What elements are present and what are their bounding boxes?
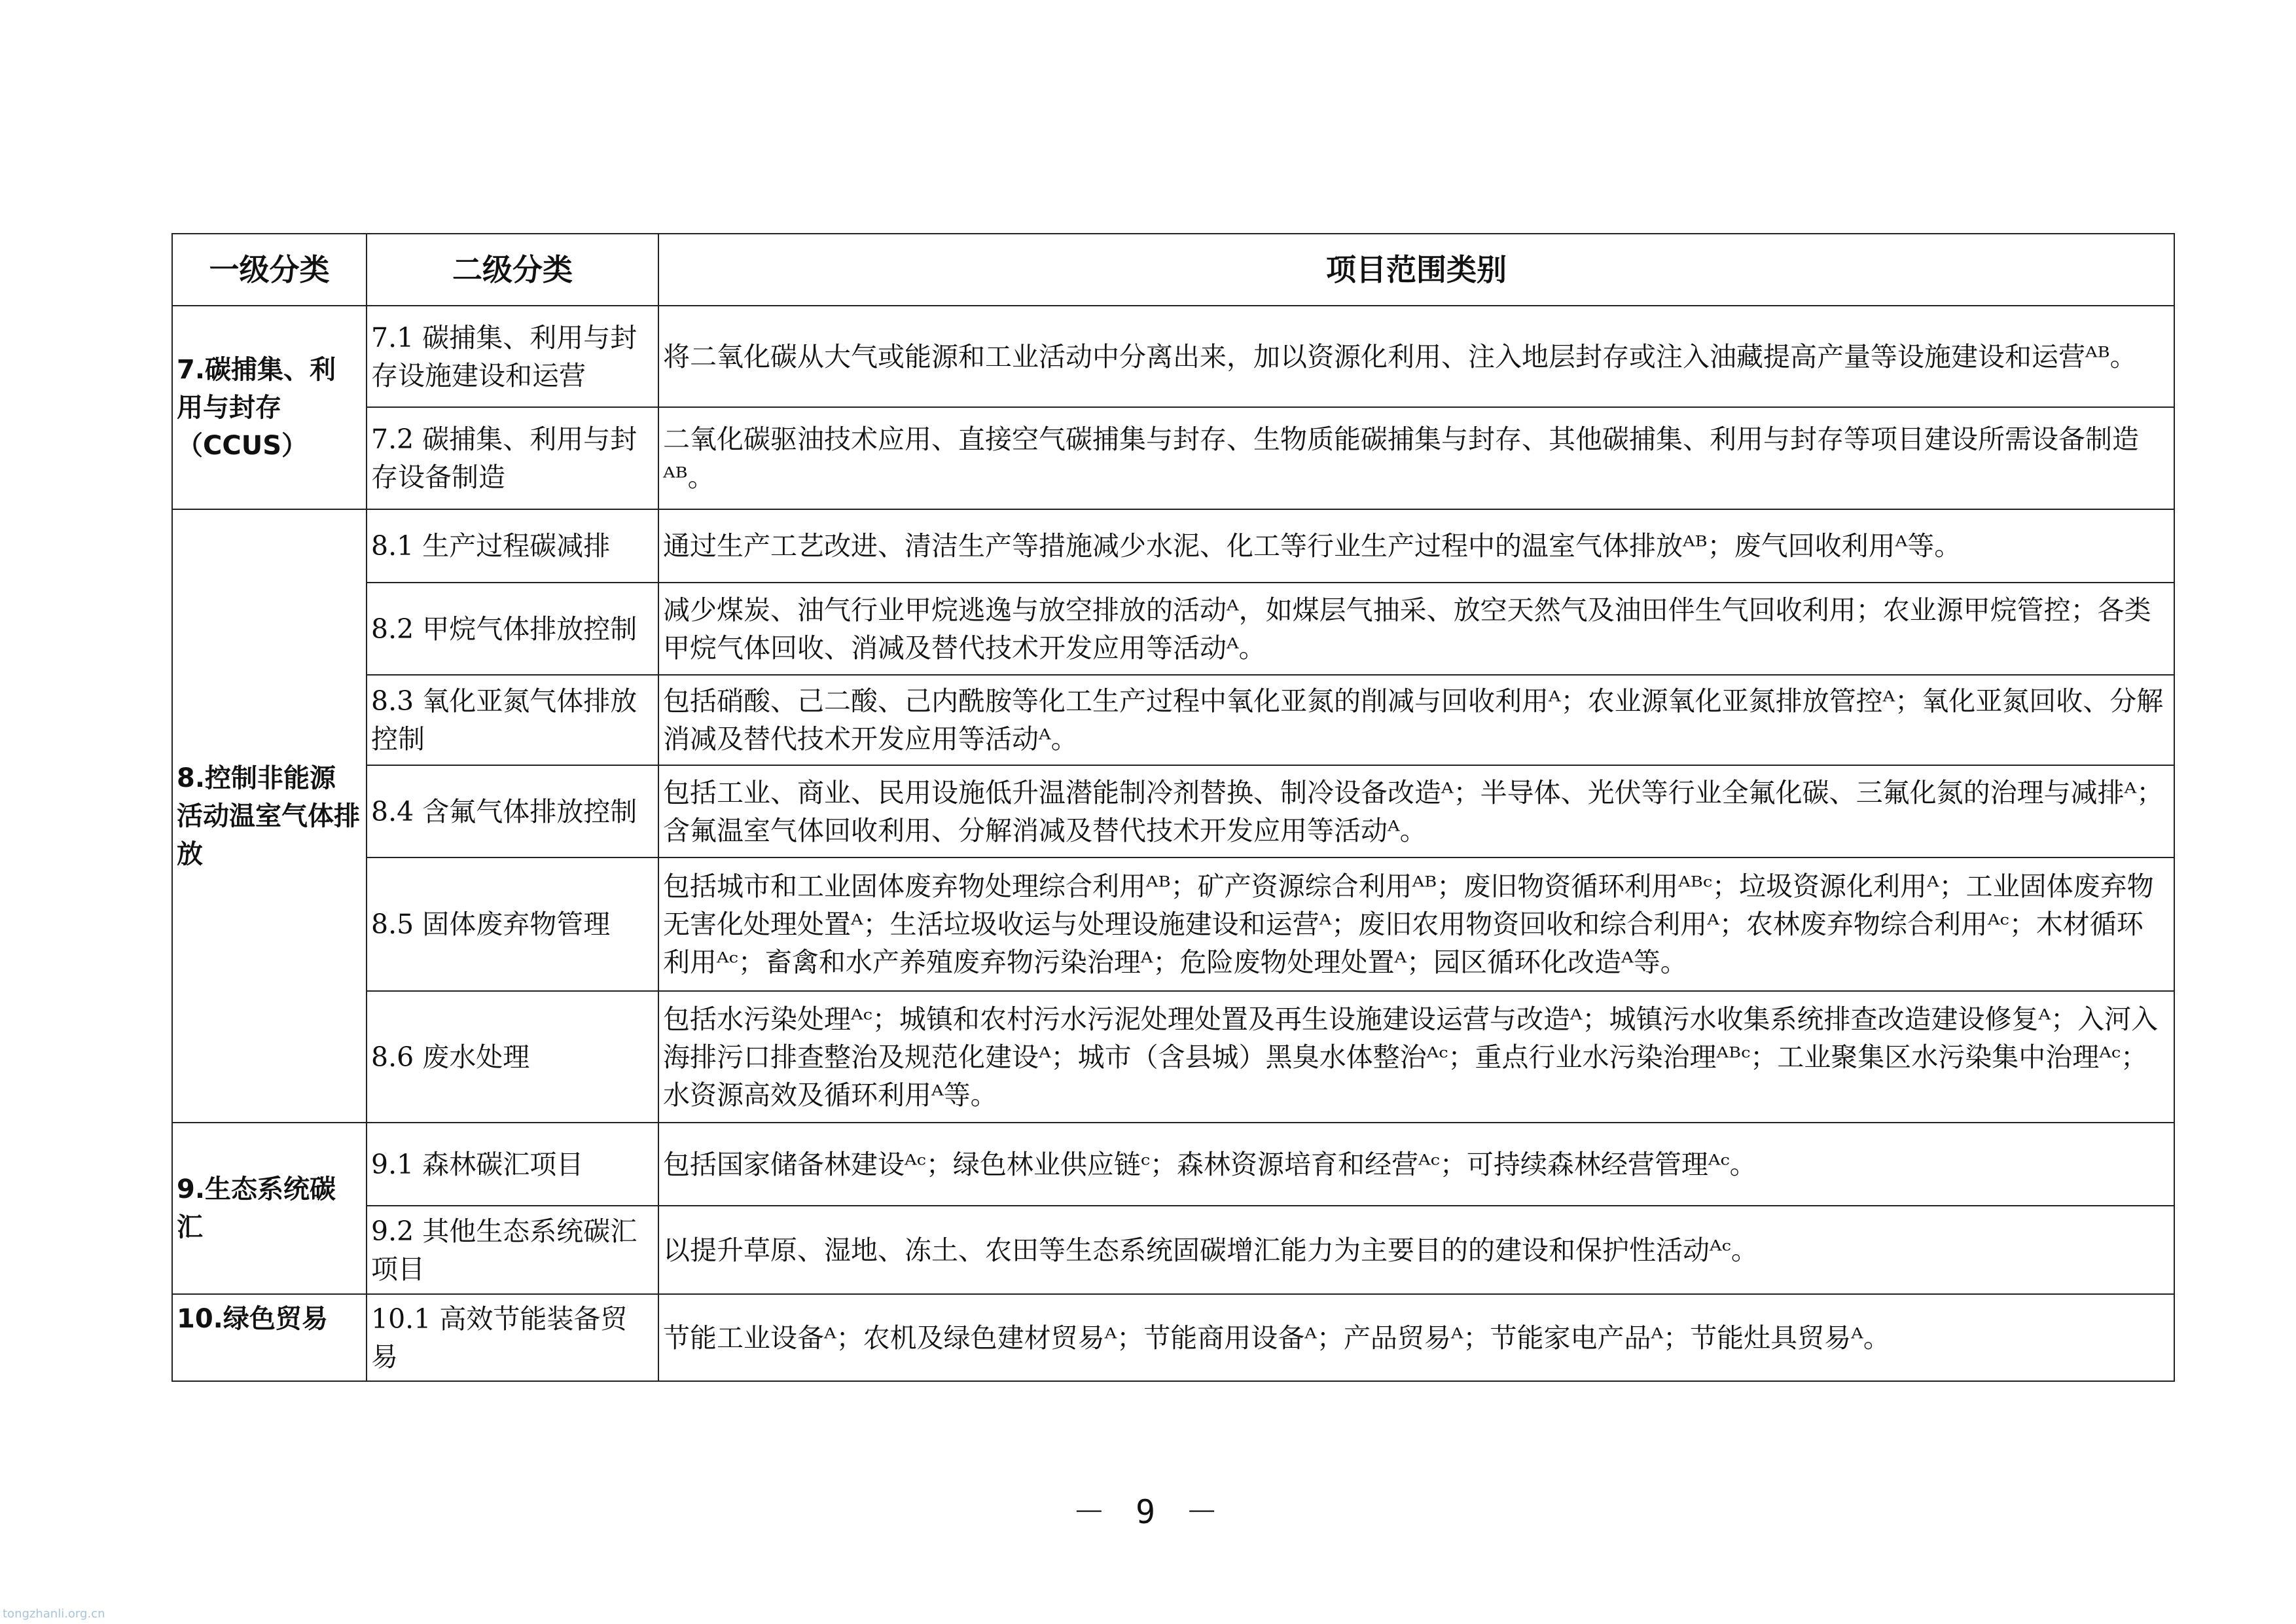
category-cell: 8.控制非能源活动温室气体排放 bbox=[172, 509, 367, 1123]
subcategory-cell: 7.2 碳捕集、利用与封存设备制造 bbox=[367, 407, 658, 509]
table-row bbox=[172, 1294, 2174, 1381]
scope-cell: 包括国家储备林建设ᴬᶜ；绿色林业供应链ᶜ；森林资源培育和经营ᴬᶜ；可持续森林经营管理ᴬᶜ。 bbox=[658, 1123, 2174, 1206]
scope-cell: 减少煤炭、油气行业甲烷逃逸与放空排放的活动ᴬ，如煤层气抽采、放空天然气及油田伴生气回收利用；农业源甲烷管控；各类甲烷气体回收、消减及替代技术开发应用等活动ᴬ。 bbox=[658, 583, 2174, 675]
table-row bbox=[172, 407, 2174, 509]
table-row bbox=[172, 675, 2174, 765]
scope-cell: 将二氧化碳从大气或能源和工业活动中分离出来，加以资源化利用、注入地层封存或注入油藏提高产量等设施建设和运营ᴬᴮ。 bbox=[658, 306, 2174, 407]
table-row bbox=[172, 765, 2174, 857]
subcategory-cell: 10.1 高效节能装备贸易 bbox=[367, 1294, 658, 1381]
table-row bbox=[172, 509, 2174, 583]
scope-cell: 通过生产工艺改进、清洁生产等措施减少水泥、化工等行业生产过程中的温室气体排放ᴬᴮ；废气回收利用ᴬ等。 bbox=[658, 509, 2174, 583]
subcategory-cell: 8.5 固体废弃物管理 bbox=[367, 857, 658, 991]
scope-cell: 包括水污染处理ᴬᶜ；城镇和农村污水污泥处理处置及再生设施建设运营与改造ᴬ；城镇污水收集系统排查改造建设修复ᴬ；入河入海排污口排查整治及规范化建设ᴬ；城市（含县城）黑臭水体整治ᴬᶜ；重点行业水污染治理ᴬᴮᶜ；工业聚集区水污染集中治理ᴬᶜ；水资源高效及循环利用ᴬ等。 bbox=[658, 991, 2174, 1123]
table-row bbox=[172, 1123, 2174, 1206]
subcategory-cell: 8.1 生产过程碳减排 bbox=[367, 509, 658, 583]
table-header-row bbox=[172, 234, 2174, 306]
scope-cell: 以提升草原、湿地、冻土、农田等生态系统固碳增汇能力为主要目的的建设和保护性活动ᴬᶜ。 bbox=[658, 1206, 2174, 1294]
scope-cell: 包括工业、商业、民用设施低升温潜能制冷剂替换、制冷设备改造ᴬ；半导体、光伏等行业全氟化碳、三氟化氮的治理与减排ᴬ；含氟温室气体回收利用、分解消减及替代技术开发应用等活动ᴬ。 bbox=[658, 765, 2174, 857]
table-row bbox=[172, 1206, 2174, 1294]
subcategory-cell: 8.6 废水处理 bbox=[367, 991, 658, 1123]
table-row bbox=[172, 857, 2174, 991]
page-number: － 9 － bbox=[1072, 1493, 1224, 1531]
subcategory-cell: 9.1 森林碳汇项目 bbox=[367, 1123, 658, 1206]
table-row bbox=[172, 306, 2174, 407]
category-cell: 10.绿色贸易 bbox=[172, 1294, 367, 1381]
category-cell: 9.生态系统碳汇 bbox=[172, 1123, 367, 1294]
header-level2: 二级分类 bbox=[367, 234, 658, 306]
watermark-text: tongzhanli.org.cn bbox=[3, 1607, 105, 1621]
scope-cell: 节能工业设备ᴬ；农机及绿色建材贸易ᴬ；节能商用设备ᴬ；产品贸易ᴬ；节能家电产品ᴬ；节能灶具贸易ᴬ。 bbox=[658, 1294, 2174, 1381]
scope-cell: 二氧化碳驱油技术应用、直接空气碳捕集与封存、生物质能碳捕集与封存、其他碳捕集、利用与封存等项目建设所需设备制造ᴬᴮ。 bbox=[658, 407, 2174, 509]
header-scope: 项目范围类别 bbox=[658, 234, 2174, 306]
subcategory-cell: 8.2 甲烷气体排放控制 bbox=[367, 583, 658, 675]
subcategory-cell: 8.4 含氟气体排放控制 bbox=[367, 765, 658, 857]
subcategory-cell: 8.3 氧化亚氮气体排放控制 bbox=[367, 675, 658, 765]
classification-table bbox=[171, 233, 2175, 1382]
table-row bbox=[172, 991, 2174, 1123]
table-row bbox=[172, 583, 2174, 675]
scope-cell: 包括硝酸、己二酸、己内酰胺等化工生产过程中氧化亚氮的削减与回收利用ᴬ；农业源氧化亚氮排放管控ᴬ；氧化亚氮回收、分解消减及替代技术开发应用等活动ᴬ。 bbox=[658, 675, 2174, 765]
subcategory-cell: 7.1 碳捕集、利用与封存设施建设和运营 bbox=[367, 306, 658, 407]
category-cell: 7.碳捕集、利用与封存（CCUS） bbox=[172, 306, 367, 509]
header-level1: 一级分类 bbox=[172, 234, 367, 306]
subcategory-cell: 9.2 其他生态系统碳汇项目 bbox=[367, 1206, 658, 1294]
scope-cell: 包括城市和工业固体废弃物处理综合利用ᴬᴮ；矿产资源综合利用ᴬᴮ；废旧物资循环利用ᴬᴮᶜ；垃圾资源化利用ᴬ；工业固体废弃物无害化处理处置ᴬ；生活垃圾收运与处理设施建设和运营ᴬ；废旧农用物资回收和综合利用ᴬ；农林废弃物综合利用ᴬᶜ；木材循环利用ᴬᶜ；畜禽和水产养殖废弃物污染治理ᴬ；危险废物处理处置ᴬ；园区循环化改造ᴬ等。 bbox=[658, 857, 2174, 991]
